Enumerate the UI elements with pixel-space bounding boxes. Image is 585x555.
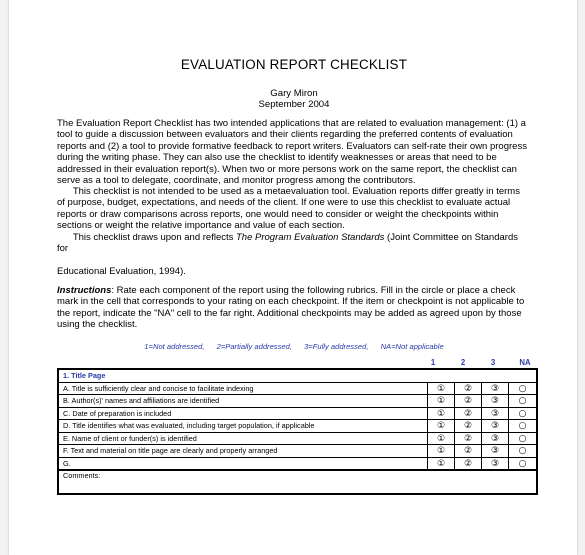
rating-1-circle-icon: ① xyxy=(436,433,446,444)
paragraph-standards xyxy=(57,232,529,278)
rating-3-radio[interactable] xyxy=(482,457,509,470)
instructions-label: Instructions xyxy=(57,285,112,296)
rating-2-circle-icon: ② xyxy=(463,421,473,432)
rating-na-circle-icon: ○ xyxy=(518,458,527,469)
paragraph-standards-pre: This checklist draws upon and reflects xyxy=(72,232,236,243)
column-header-na: NA xyxy=(519,358,531,367)
rating-1-radio[interactable] xyxy=(428,457,455,470)
rating-3-circle-icon: ③ xyxy=(490,421,500,432)
rating-2-circle-icon: ② xyxy=(463,396,473,407)
rating-1-radio[interactable] xyxy=(428,395,455,408)
rating-2-circle-icon: ② xyxy=(463,383,473,394)
checkpoint-label: B. Author(s)' names and affiliations are identified xyxy=(58,395,428,408)
rating-2-circle-icon: ② xyxy=(463,433,473,444)
paragraph-metaevaluation xyxy=(57,186,529,232)
rating-na-radio[interactable] xyxy=(509,407,538,420)
legend-item-na: NA=Not applicable xyxy=(380,342,444,351)
rating-1-radio[interactable] xyxy=(428,407,455,420)
paragraph-standards-italic: The Program Evaluation Standards xyxy=(236,232,385,243)
comments-label: Comments: xyxy=(63,471,101,480)
rating-1-circle-icon: ① xyxy=(436,446,446,457)
comments-field[interactable] xyxy=(58,470,537,494)
rating-2-radio[interactable] xyxy=(455,407,482,420)
table-row xyxy=(58,420,537,433)
rating-3-circle-icon: ③ xyxy=(490,446,500,457)
rating-2-radio[interactable] xyxy=(455,382,482,395)
rating-1-circle-icon: ① xyxy=(436,408,446,419)
document-date: September 2004 xyxy=(258,99,330,110)
legend-item-3: 3=Fully addressed, xyxy=(304,342,369,351)
table-row xyxy=(58,457,537,470)
checklist-table xyxy=(57,368,538,495)
rating-2-radio[interactable] xyxy=(455,457,482,470)
rating-1-circle-icon: ① xyxy=(436,458,446,469)
section-title: 1. Title Page xyxy=(58,369,537,382)
paragraph-intro: The Evaluation Report Checklist has two intended applications that are related to evaluation management: (1) a tool to guide a discussion between evaluators and their clients regarding the preferred contents of evaluation reports and (2) a tool to provide formative feedback to report writers. Evaluators can self-rate their own progress during the writing phase. They can also use the checklist to identify weaknesses or areas that need to be addressed in their evaluation report(s). When two or more persons work on the same report, the checklist can serve as a tool to delegate, coordinate, and monitor progress among the contributors. xyxy=(57,118,527,187)
rating-na-circle-icon: ○ xyxy=(518,383,527,394)
rating-2-radio[interactable] xyxy=(455,445,482,458)
checkpoint-label: A. Title is sufficiently clear and concise to facilitate indexing xyxy=(58,382,428,395)
rating-3-radio[interactable] xyxy=(482,420,509,433)
rating-na-radio[interactable] xyxy=(509,395,538,408)
rating-legend xyxy=(57,342,531,351)
checkpoint-label: F. Text and material on title page are clearly and properly arranged xyxy=(58,445,428,458)
rating-2-radio[interactable] xyxy=(455,432,482,445)
rating-2-circle-icon: ② xyxy=(463,458,473,469)
rating-3-circle-icon: ③ xyxy=(490,396,500,407)
rating-3-radio[interactable] xyxy=(482,382,509,395)
rating-na-radio[interactable] xyxy=(509,457,538,470)
rating-3-radio[interactable] xyxy=(482,432,509,445)
rating-na-circle-icon: ○ xyxy=(518,421,527,432)
checkpoint-label: G. xyxy=(58,457,428,470)
rating-1-circle-icon: ① xyxy=(436,383,446,394)
rating-na-radio[interactable] xyxy=(509,432,538,445)
paragraph-standards-post: (Joint Committee on Standards for xyxy=(57,232,518,255)
rating-na-radio[interactable] xyxy=(509,382,538,395)
column-header-1: 1 xyxy=(430,358,436,367)
document-title: EVALUATION REPORT CHECKLIST xyxy=(180,57,408,72)
table-row xyxy=(58,432,537,445)
checkpoint-label: E. Name of client or funder(s) is identified xyxy=(58,432,428,445)
rating-na-radio[interactable] xyxy=(509,445,538,458)
paragraph-metaevaluation-text: This checklist is not intended to be used as a metaevaluation tool. Evaluation reports differ greatly in terms of purpose, budget, expectations, and needs of the client. If one were to use this checklist to evaluate actual reports or draw comparisons across reports, one would need to consider or weight the checkpoints within sections or weight the relative importance and value of each section. xyxy=(57,186,520,232)
rating-na-radio[interactable] xyxy=(509,420,538,433)
checkpoint-label: C. Date of preparation is included xyxy=(58,407,428,420)
rating-na-circle-icon: ○ xyxy=(518,433,527,444)
rating-3-radio[interactable] xyxy=(482,445,509,458)
column-header-2: 2 xyxy=(460,358,466,367)
checkpoint-label: D. Title identifies what was evaluated, including target population, if applicable xyxy=(58,420,428,433)
rating-na-circle-icon: ○ xyxy=(518,446,527,457)
rating-1-circle-icon: ① xyxy=(436,396,446,407)
rating-3-radio[interactable] xyxy=(482,395,509,408)
rating-3-circle-icon: ③ xyxy=(490,458,500,469)
table-row xyxy=(58,445,537,458)
rating-2-radio[interactable] xyxy=(455,395,482,408)
instructions-paragraph xyxy=(57,285,529,331)
rating-3-radio[interactable] xyxy=(482,407,509,420)
rating-2-circle-icon: ② xyxy=(463,446,473,457)
paragraph-standards-line2: Educational Evaluation, 1994). xyxy=(57,266,186,278)
rating-1-radio[interactable] xyxy=(428,382,455,395)
rating-3-circle-icon: ③ xyxy=(490,383,500,394)
rating-1-circle-icon: ① xyxy=(436,421,446,432)
comments-row xyxy=(58,470,537,494)
section-header-row xyxy=(58,369,537,382)
instructions-text: : Rate each component of the report using the following rubrics. Fill in the circle or place a check mark in the cell that corresponds to your rating on each checkpoint. If the item or checkpoint is not applicable to the report, indicate the "NA" cell to the far right. Additional checkpoints may be added as agreed upon by those using the checklist. xyxy=(57,285,525,331)
rating-3-circle-icon: ③ xyxy=(490,408,500,419)
document-page xyxy=(9,0,577,555)
rating-1-radio[interactable] xyxy=(428,432,455,445)
legend-item-1: 1=Not addressed, xyxy=(144,342,205,351)
table-row xyxy=(58,395,537,408)
rating-2-radio[interactable] xyxy=(455,420,482,433)
rating-na-circle-icon: ○ xyxy=(518,408,527,419)
legend-item-2: 2=Partially addressed, xyxy=(216,342,292,351)
rating-1-radio[interactable] xyxy=(428,420,455,433)
table-row xyxy=(58,382,537,395)
rating-3-circle-icon: ③ xyxy=(490,433,500,444)
rating-na-circle-icon: ○ xyxy=(518,396,527,407)
document-author: Gary Miron xyxy=(270,88,318,99)
table-row xyxy=(58,407,537,420)
rating-2-circle-icon: ② xyxy=(463,408,473,419)
column-header-3: 3 xyxy=(490,358,496,367)
rating-1-radio[interactable] xyxy=(428,445,455,458)
